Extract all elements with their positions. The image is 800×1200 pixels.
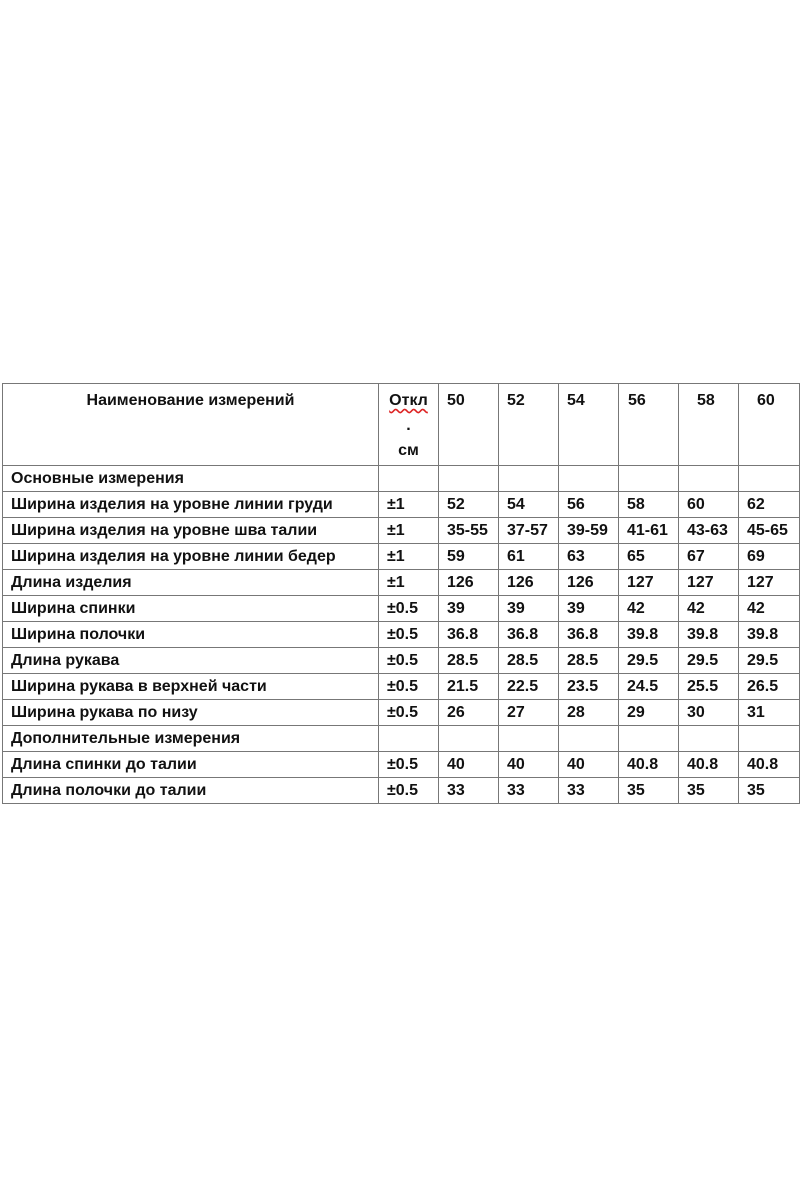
header-size-cell: 54 — [559, 384, 619, 466]
empty-cell — [439, 726, 499, 752]
empty-cell — [499, 466, 559, 492]
measurement-deviation: ±0.5 — [379, 622, 439, 648]
measurement-value: 39 — [499, 596, 559, 622]
section-row-main — [3, 466, 800, 492]
measurement-row — [3, 518, 800, 544]
measurement-value: 43-63 — [679, 518, 739, 544]
measurement-value: 29.5 — [739, 648, 800, 674]
header-deviation-unit: см — [398, 442, 419, 459]
measurement-row — [3, 622, 800, 648]
measurement-name: Ширина рукава в верхней части — [3, 674, 379, 700]
measurement-value: 65 — [619, 544, 679, 570]
measurement-value: 39 — [559, 596, 619, 622]
measurement-value: 26 — [439, 700, 499, 726]
header-size-cell: 56 — [619, 384, 679, 466]
measurement-row — [3, 674, 800, 700]
measurement-value: 39.8 — [619, 622, 679, 648]
measurement-value: 33 — [499, 778, 559, 804]
empty-cell — [679, 466, 739, 492]
measurement-value: 41-61 — [619, 518, 679, 544]
measurement-row — [3, 544, 800, 570]
empty-cell — [619, 466, 679, 492]
measurement-value: 27 — [499, 700, 559, 726]
measurement-row — [3, 492, 800, 518]
measurement-value: 28.5 — [439, 648, 499, 674]
measurement-value: 45-65 — [739, 518, 800, 544]
measurement-value: 126 — [439, 570, 499, 596]
measurement-value: 40 — [439, 752, 499, 778]
measurement-value: 23.5 — [559, 674, 619, 700]
measurement-value: 35 — [619, 778, 679, 804]
section-row-additional — [3, 726, 800, 752]
header-size-cell: 52 — [499, 384, 559, 466]
measurement-deviation: ±0.5 — [379, 778, 439, 804]
measurement-value: 29.5 — [679, 648, 739, 674]
header-row — [3, 384, 800, 466]
measurement-value: 127 — [679, 570, 739, 596]
measurement-value: 26.5 — [739, 674, 800, 700]
measurement-value: 40 — [559, 752, 619, 778]
measurement-value: 59 — [439, 544, 499, 570]
measurement-value: 35 — [679, 778, 739, 804]
measurement-value: 21.5 — [439, 674, 499, 700]
measurement-row — [3, 700, 800, 726]
measurement-value: 40.8 — [739, 752, 800, 778]
measurement-value: 33 — [439, 778, 499, 804]
measurement-value: 54 — [499, 492, 559, 518]
section-title: Дополнительные измерения — [3, 726, 379, 752]
measurement-value: 22.5 — [499, 674, 559, 700]
measurement-value: 35-55 — [439, 518, 499, 544]
header-deviation-cell — [379, 384, 439, 466]
measurement-value: 56 — [559, 492, 619, 518]
measurement-name: Длина изделия — [3, 570, 379, 596]
measurement-deviation: ±1 — [379, 518, 439, 544]
measurement-value: 24.5 — [619, 674, 679, 700]
empty-cell — [439, 466, 499, 492]
measurement-name: Ширина изделия на уровне линии груди — [3, 492, 379, 518]
empty-cell — [379, 466, 439, 492]
measurement-value: 29.5 — [619, 648, 679, 674]
measurement-value: 40.8 — [619, 752, 679, 778]
measurement-value: 25.5 — [679, 674, 739, 700]
measurement-row — [3, 648, 800, 674]
measurement-value: 36.8 — [499, 622, 559, 648]
measurement-value: 127 — [619, 570, 679, 596]
measurement-deviation: ±0.5 — [379, 752, 439, 778]
measurement-value: 36.8 — [559, 622, 619, 648]
measurement-name: Ширина спинки — [3, 596, 379, 622]
measurement-value: 42 — [739, 596, 800, 622]
measurement-value: 52 — [439, 492, 499, 518]
measurement-value: 28 — [559, 700, 619, 726]
measurement-value: 39.8 — [739, 622, 800, 648]
measurement-deviation: ±0.5 — [379, 700, 439, 726]
measurement-value: 40.8 — [679, 752, 739, 778]
empty-cell — [499, 726, 559, 752]
measurement-value: 62 — [739, 492, 800, 518]
measurement-value: 61 — [499, 544, 559, 570]
measurement-value: 35 — [739, 778, 800, 804]
measurement-deviation: ±0.5 — [379, 674, 439, 700]
measurement-row — [3, 596, 800, 622]
measurement-value: 126 — [559, 570, 619, 596]
measurement-value: 28.5 — [499, 648, 559, 674]
measurement-value: 29 — [619, 700, 679, 726]
measurement-name: Ширина рукава по низу — [3, 700, 379, 726]
measurement-name: Длина спинки до талии — [3, 752, 379, 778]
size-chart-table — [2, 383, 800, 804]
empty-cell — [739, 466, 800, 492]
measurement-value: 37-57 — [499, 518, 559, 544]
measurement-name: Длина рукава — [3, 648, 379, 674]
measurement-value: 33 — [559, 778, 619, 804]
header-size-cell: 58 — [679, 384, 739, 466]
measurement-value: 28.5 — [559, 648, 619, 674]
measurement-value: 69 — [739, 544, 800, 570]
measurement-deviation: ±0.5 — [379, 648, 439, 674]
header-size-cell: 60 — [739, 384, 800, 466]
measurement-value: 30 — [679, 700, 739, 726]
measurement-deviation: ±1 — [379, 570, 439, 596]
measurement-value: 39-59 — [559, 518, 619, 544]
empty-cell — [379, 726, 439, 752]
measurement-value: 31 — [739, 700, 800, 726]
measurement-value: 40 — [499, 752, 559, 778]
measurement-row — [3, 778, 800, 804]
empty-cell — [739, 726, 800, 752]
empty-cell — [619, 726, 679, 752]
measurement-value: 42 — [679, 596, 739, 622]
measurement-name: Ширина изделия на уровне шва талии — [3, 518, 379, 544]
measurement-value: 63 — [559, 544, 619, 570]
measurement-value: 58 — [619, 492, 679, 518]
measurement-value: 39.8 — [679, 622, 739, 648]
header-name-cell: Наименование измерений — [3, 384, 379, 466]
measurement-value: 60 — [679, 492, 739, 518]
measurement-deviation: ±1 — [379, 492, 439, 518]
measurement-row — [3, 752, 800, 778]
empty-cell — [679, 726, 739, 752]
measurement-value: 42 — [619, 596, 679, 622]
header-deviation-dot: . — [406, 417, 411, 434]
measurement-value: 36.8 — [439, 622, 499, 648]
empty-cell — [559, 726, 619, 752]
header-size-cell: 50 — [439, 384, 499, 466]
measurement-name: Длина полочки до талии — [3, 778, 379, 804]
measurement-value: 39 — [439, 596, 499, 622]
section-title: Основные измерения — [3, 466, 379, 492]
measurement-name: Ширина полочки — [3, 622, 379, 648]
measurement-deviation: ±1 — [379, 544, 439, 570]
measurement-value: 126 — [499, 570, 559, 596]
measurement-value: 127 — [739, 570, 800, 596]
measurement-row — [3, 570, 800, 596]
measurement-value: 67 — [679, 544, 739, 570]
empty-cell — [559, 466, 619, 492]
header-deviation-label: Откл — [389, 392, 428, 409]
measurement-name: Ширина изделия на уровне линии бедер — [3, 544, 379, 570]
measurement-deviation: ±0.5 — [379, 596, 439, 622]
